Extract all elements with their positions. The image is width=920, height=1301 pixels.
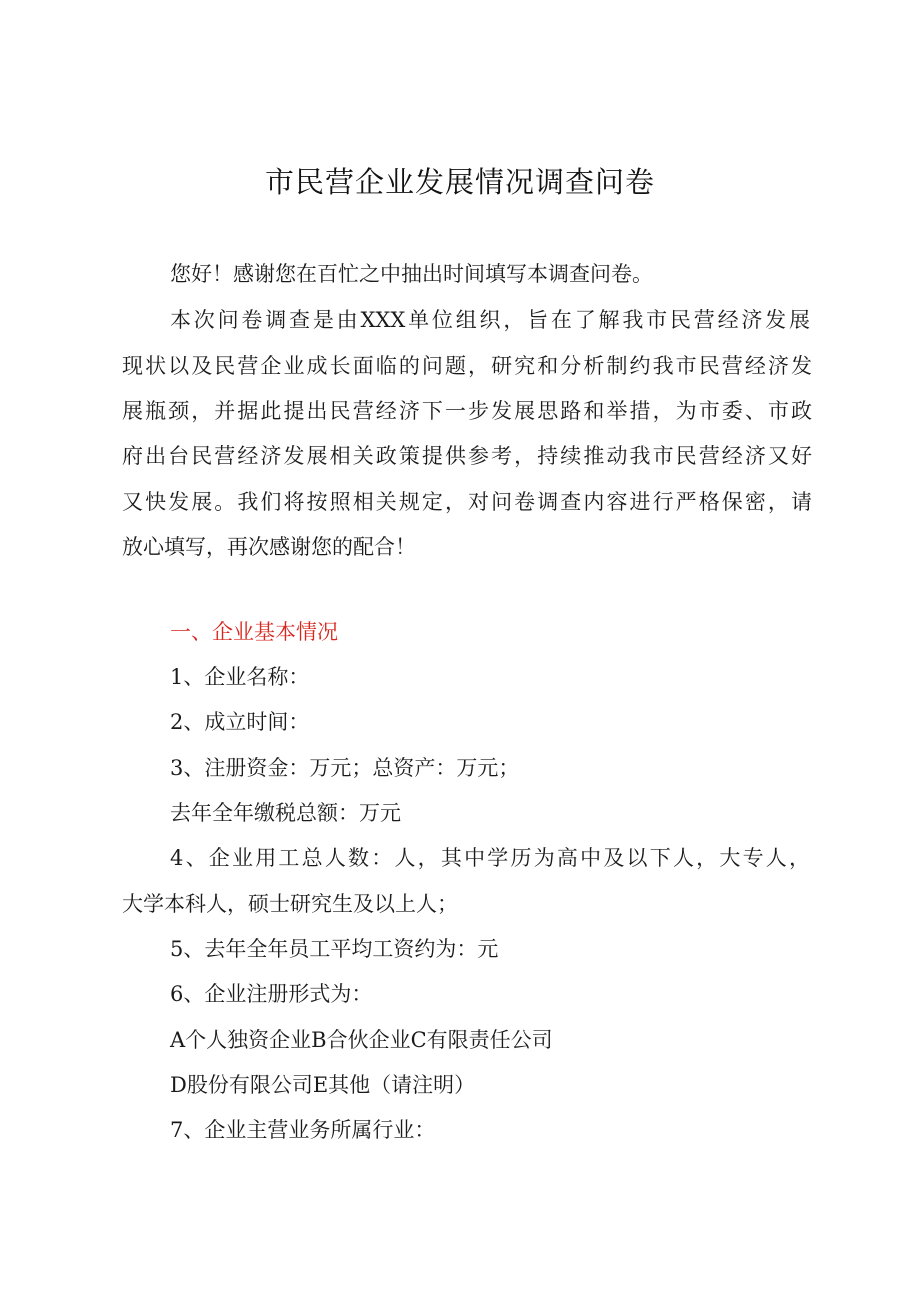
intro-paragraph-line: 放心填写，再次感谢您的配合！ [122,535,416,559]
registration-options-line: A个人独资企业B合伙企业C有限责任公司 [170,1028,553,1052]
intro-paragraph-line: 又快发展。我们将按照相关规定，对问卷调查内容进行严格保密，请 [122,490,812,514]
intro-paragraph-line: 府出台民营经济发展相关政策提供参考，持续推动我市民营经济又好 [122,444,812,468]
question-employees-line: 大学本科人，硕士研究生及以上人； [122,892,458,916]
question-average-salary: 5、去年全年员工平均工资约为：元 [170,937,499,961]
intro-paragraph-line: 现状以及民营企业成长面临的问题，研究和分析制约我市民营经济发 [122,354,812,378]
question-annual-tax: 去年全年缴税总额：万元 [170,801,401,825]
intro-greeting: 您好！感谢您在百忙之中抽出时间填写本调查问卷。 [170,262,653,286]
intro-paragraph-line: 展瓶颈，并据此提出民营经济下一步发展思路和举措，为市委、市政 [122,399,812,423]
question-main-industry: 7、企业主营业务所属行业： [170,1118,436,1142]
section-heading-basic-info: 一、企业基本情况 [170,620,338,644]
intro-paragraph-line: 本次问卷调查是由XXX单位组织，旨在了解我市民营经济发展 [170,308,810,332]
question-company-name: 1、企业名称： [170,665,310,689]
document-title: 市民营企业发展情况调查问卷 [264,165,655,199]
question-capital-assets: 3、注册资金：万元；总资产：万元； [170,756,520,780]
registration-options-line: D股份有限公司E其他（请注明） [170,1073,476,1097]
question-employees-line: 4、企业用工总人数：人，其中学历为高中及以下人，大专人， [170,846,810,870]
question-founding-date: 2、成立时间： [170,710,310,734]
question-registration-form: 6、企业注册形式为： [170,982,373,1006]
